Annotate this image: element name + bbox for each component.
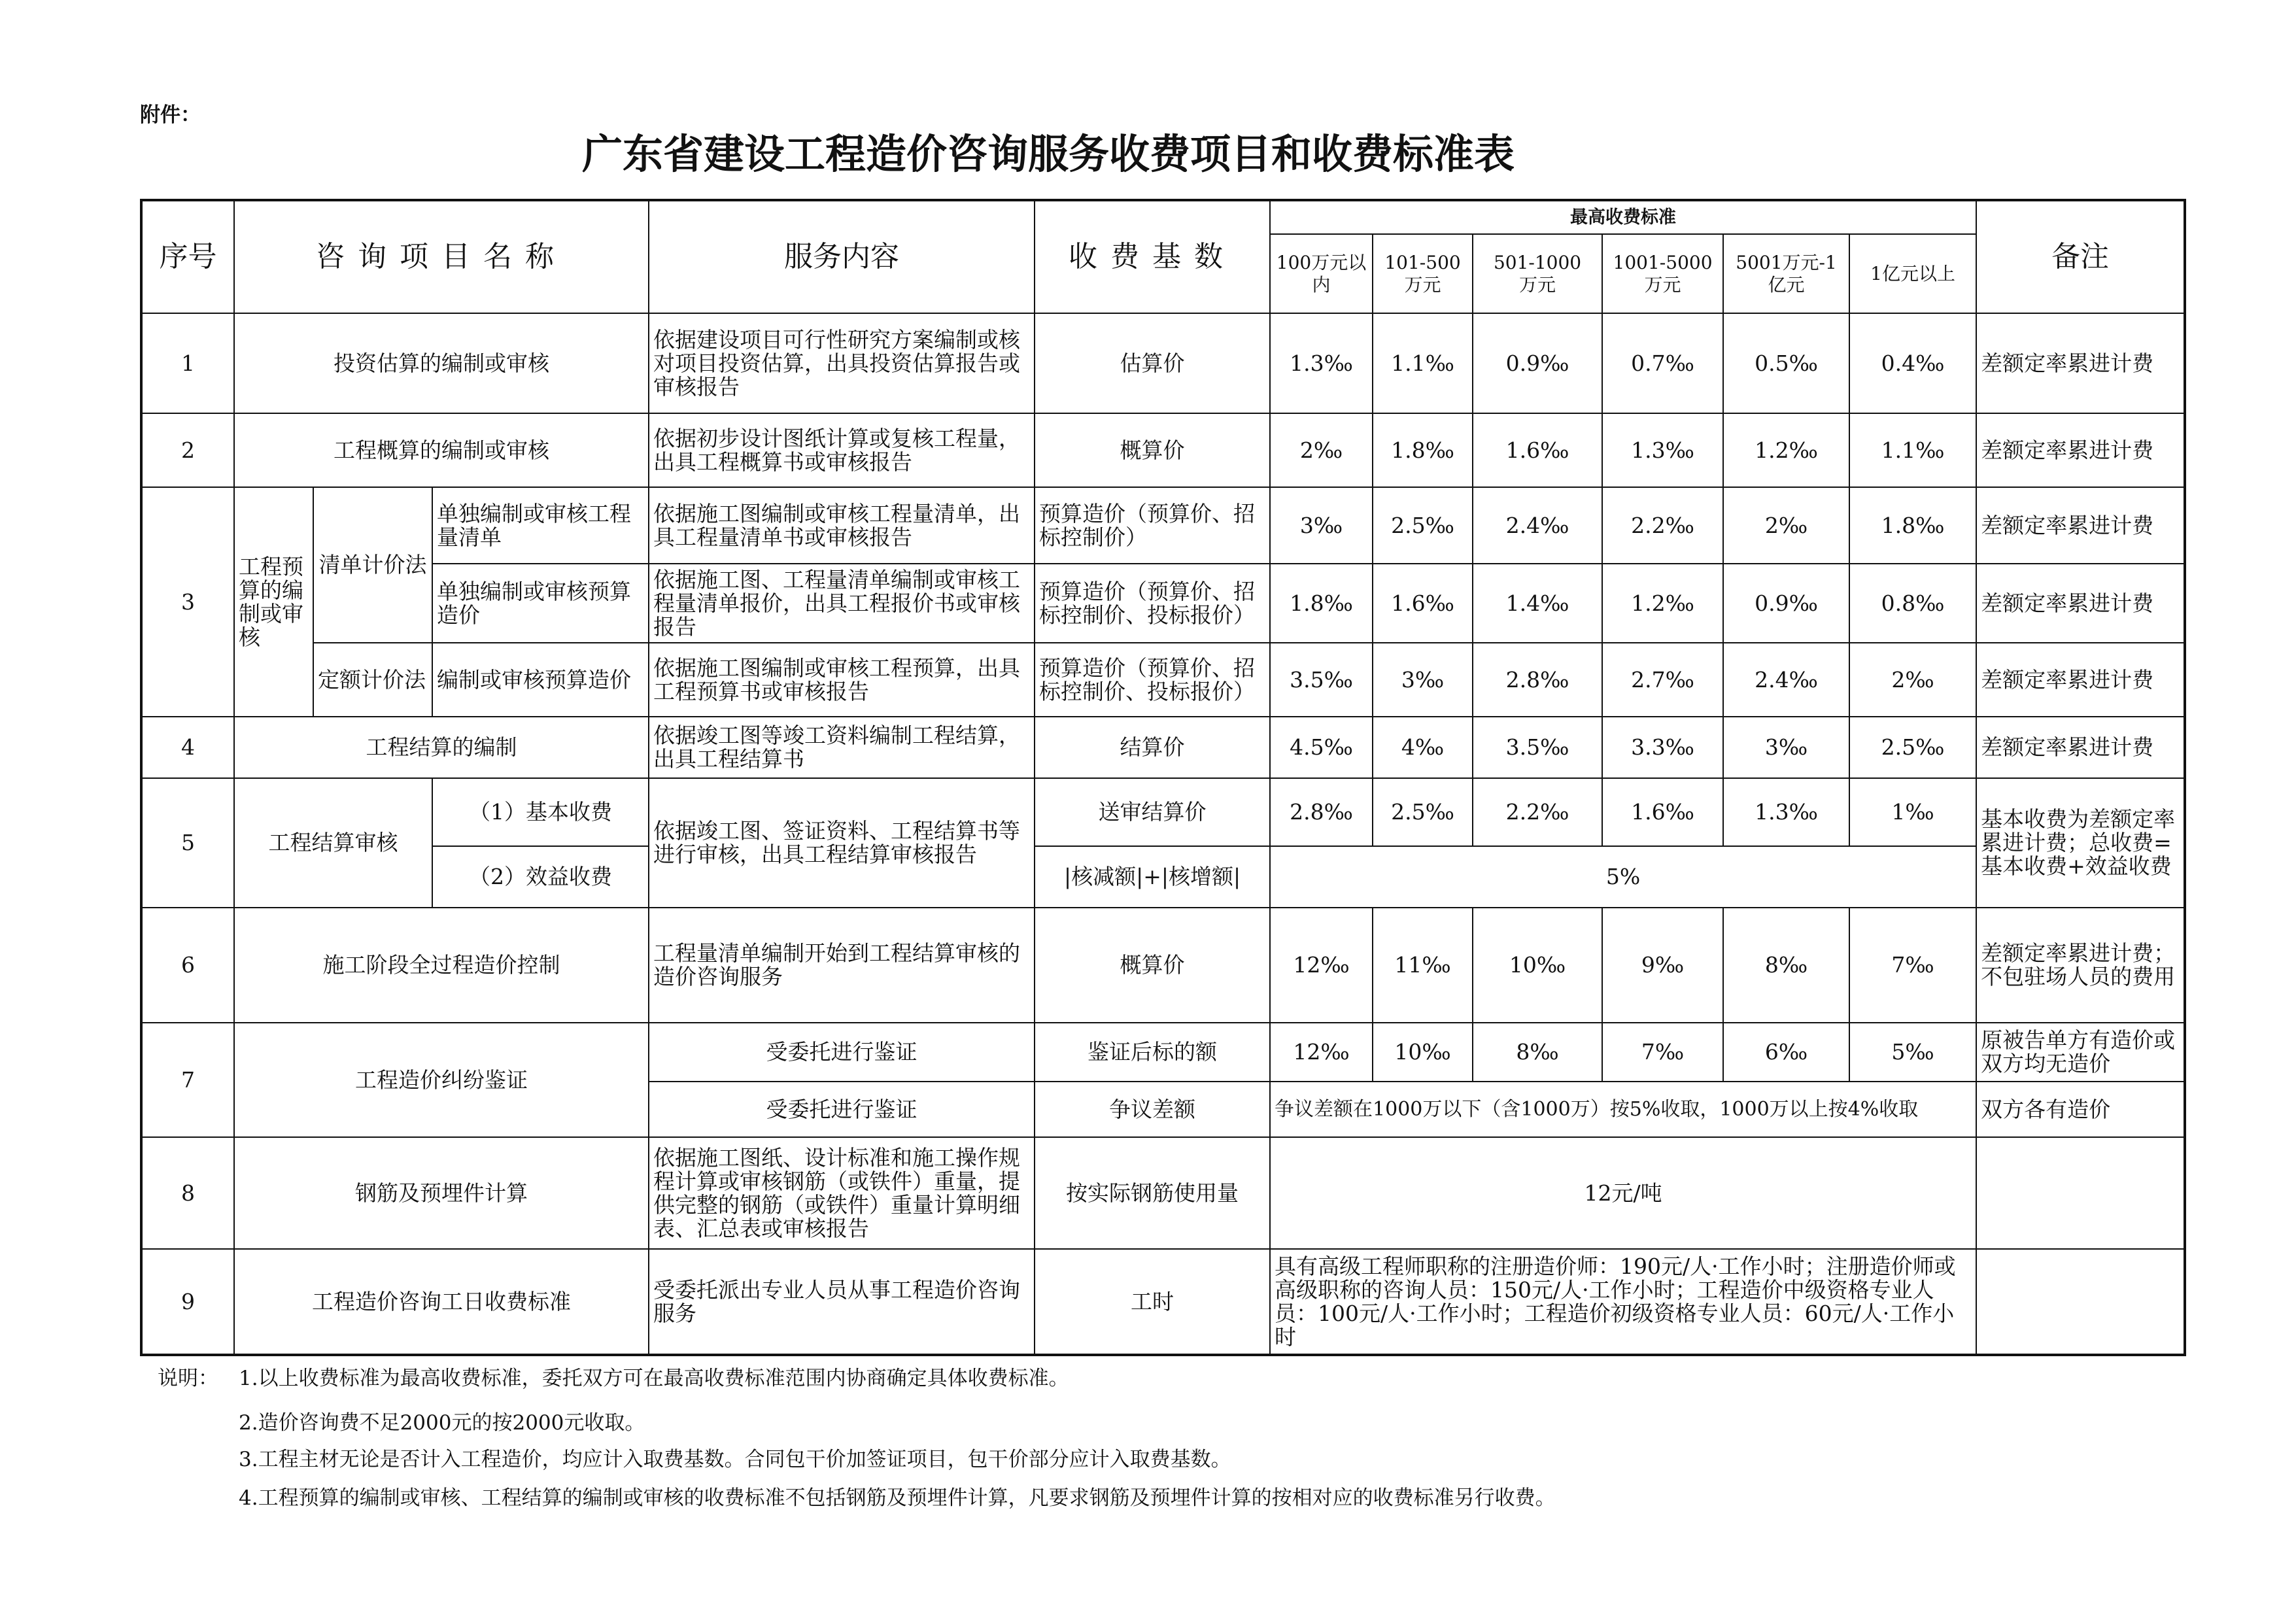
- row-7-item: 工程造价纠纷鉴证: [234, 1023, 649, 1137]
- row-5-no: 5: [141, 778, 234, 908]
- row-5a-rate-1: 2.8‰: [1270, 778, 1373, 846]
- row-7a-remark: 原被告单方有造价或双方均无造价: [1976, 1023, 2185, 1082]
- header-row: [141, 200, 2185, 234]
- row-3b-rate-6: 0.8‰: [1849, 564, 1976, 643]
- row-3b-content: 依据施工图、工程量清单编制或审核工程量清单报价，出具工程报价书或审核报告: [649, 564, 1035, 643]
- row-8-no: 8: [141, 1137, 234, 1249]
- row-7b-base: 争议差额: [1035, 1082, 1270, 1137]
- row-6-rate-4: 9‰: [1602, 908, 1723, 1023]
- header-base: 收费基数: [1035, 200, 1270, 313]
- table-row: [141, 778, 2185, 846]
- row-4-rate-1: 4.5‰: [1270, 717, 1373, 778]
- row-2-rate-5: 1.2‰: [1723, 413, 1849, 487]
- header-content: 服务内容: [649, 200, 1035, 313]
- row-7b-remark: 双方各有造价: [1976, 1082, 2185, 1137]
- row-5a-rate-4: 1.6‰: [1602, 778, 1723, 846]
- row-7a-rate-2: 10‰: [1373, 1023, 1473, 1082]
- row-8-item: 钢筋及预埋件计算: [234, 1137, 649, 1249]
- row-5a-item: （1）基本收费: [432, 778, 649, 846]
- row-3a-content: 依据施工图编制或审核工程量清单，出具工程量清单书或审核报告: [649, 487, 1035, 564]
- row-4-no: 4: [141, 717, 234, 778]
- note-item-3: 3.工程主材无论是否计入工程造价，均应计入取费基数。合同包干价加签证项目，包干价部分应计入取费基数。: [239, 1448, 1231, 1471]
- row-8-remark-empty: [1976, 1137, 2185, 1249]
- row-3a-rate-4: 2.2‰: [1602, 487, 1723, 564]
- row-7a-rate-5: 6‰: [1723, 1023, 1849, 1082]
- row-6-base: 概算价: [1035, 908, 1270, 1023]
- row-3c-remark: 差额定率累进计费: [1976, 643, 2185, 717]
- row-5-content: 依据竣工图、签证资料、工程结算书等进行审核，出具工程结算审核报告: [649, 778, 1035, 908]
- row-8-rate: 12元/吨: [1270, 1137, 1976, 1249]
- row-1-base: 估算价: [1035, 313, 1270, 413]
- note-item-2: 2.造价咨询费不足2000元的按2000元收取。: [239, 1411, 645, 1435]
- row-3b-rate-1: 1.8‰: [1270, 564, 1373, 643]
- row-3c-item: 编制或审核预算造价: [432, 643, 649, 717]
- row-2-remark: 差额定率累进计费: [1976, 413, 2185, 487]
- table-row: [141, 487, 2185, 564]
- row-7b-rate: 争议差额在1000万以下（含1000万）按5%收取，1000万以上按4%收取: [1270, 1082, 1976, 1137]
- row-6-rate-3: 10‰: [1473, 908, 1602, 1023]
- row-6-item: 施工阶段全过程造价控制: [234, 908, 649, 1023]
- row-3a-item: 单独编制或审核工程量清单: [432, 487, 649, 564]
- row-3c-base: 预算造价（预算价、招标控制价、投标报价）: [1035, 643, 1270, 717]
- row-7a-content: 受委托进行鉴证: [649, 1023, 1035, 1082]
- row-3a-rate-2: 2.5‰: [1373, 487, 1473, 564]
- row-4-remark: 差额定率累进计费: [1976, 717, 2185, 778]
- row-3b-base: 预算造价（预算价、招标控制价、投标报价）: [1035, 564, 1270, 643]
- row-2-rate-6: 1.1‰: [1849, 413, 1976, 487]
- row-6-content: 工程量清单编制开始到工程结算审核的造价咨询服务: [649, 908, 1035, 1023]
- header-remark: 备注: [1976, 200, 2185, 313]
- row-3-group: 工程预算的编制或审核: [234, 487, 313, 717]
- row-3b-rate-5: 0.9‰: [1723, 564, 1849, 643]
- row-3c-rate-4: 2.7‰: [1602, 643, 1723, 717]
- row-2-rate-3: 1.6‰: [1473, 413, 1602, 487]
- row-8-base: 按实际钢筋使用量: [1035, 1137, 1270, 1249]
- row-6-rate-5: 8‰: [1723, 908, 1849, 1023]
- row-5a-base: 送审结算价: [1035, 778, 1270, 846]
- row-1-item: 投资估算的编制或审核: [234, 313, 649, 413]
- document-title: 广东省建设工程造价咨询服务收费项目和收费标准表: [582, 130, 1515, 178]
- table-row: [141, 908, 2185, 1023]
- row-5b-item: （2）效益收费: [432, 846, 649, 908]
- row-2-rate-2: 1.8‰: [1373, 413, 1473, 487]
- note-item-4: 4.工程预算的编制或审核、工程结算的编制或审核的收费标准不包括钢筋及预埋件计算，凡要求钢筋及预埋件计算的按相对应的收费标准另行收费。: [239, 1486, 1556, 1510]
- row-6-remark: 差额定率累进计费；不包驻场人员的费用: [1976, 908, 2185, 1023]
- row-7b-content: 受委托进行鉴证: [649, 1082, 1035, 1137]
- row-3a-rate-5: 2‰: [1723, 487, 1849, 564]
- row-7a-base: 鉴证后标的额: [1035, 1023, 1270, 1082]
- row-4-rate-5: 3‰: [1723, 717, 1849, 778]
- row-3-method-quota: 定额计价法: [313, 643, 432, 717]
- row-6-rate-1: 12‰: [1270, 908, 1373, 1023]
- row-3c-rate-3: 2.8‰: [1473, 643, 1602, 717]
- header-tier-2: 101-500 万元: [1373, 234, 1473, 313]
- row-9-rate: 具有高级工程师职称的注册造价师：190元/人·工作小时；注册造价师或高级职称的咨询人员：150元/人·工作小时；工程造价中级资格专业人员：100元/人·工作小时；工程造价初级资格专业人员：60元/人·工作小时: [1270, 1249, 1976, 1355]
- row-3a-rate-3: 2.4‰: [1473, 487, 1602, 564]
- row-7-no: 7: [141, 1023, 234, 1137]
- header-item: 咨询项目名称: [234, 200, 649, 313]
- row-5a-rate-3: 2.2‰: [1473, 778, 1602, 846]
- row-2-no: 2: [141, 413, 234, 487]
- row-3a-remark: 差额定率累进计费: [1976, 487, 2185, 564]
- row-1-rate-1: 1.3‰: [1270, 313, 1373, 413]
- row-1-rate-5: 0.5‰: [1723, 313, 1849, 413]
- row-5a-rate-5: 1.3‰: [1723, 778, 1849, 846]
- row-4-item: 工程结算的编制: [234, 717, 649, 778]
- row-7a-rate-3: 8‰: [1473, 1023, 1602, 1082]
- row-5a-rate-6: 1‰: [1849, 778, 1976, 846]
- row-9-base: 工时: [1035, 1249, 1270, 1355]
- row-5b-rate: 5%: [1270, 846, 1976, 908]
- header-tier-4: 1001-5000 万元: [1602, 234, 1723, 313]
- row-4-rate-6: 2.5‰: [1849, 717, 1976, 778]
- table-row: [141, 643, 2185, 717]
- row-7a-rate-6: 5‰: [1849, 1023, 1976, 1082]
- row-3b-remark: 差额定率累进计费: [1976, 564, 2185, 643]
- row-3a-rate-6: 1.8‰: [1849, 487, 1976, 564]
- row-2-rate-1: 2‰: [1270, 413, 1373, 487]
- row-3c-rate-5: 2.4‰: [1723, 643, 1849, 717]
- header-tier-5: 5001万元-1 亿元: [1723, 234, 1849, 313]
- row-4-content: 依据竣工图等竣工资料编制工程结算，出具工程结算书: [649, 717, 1035, 778]
- row-7a-rate-4: 7‰: [1602, 1023, 1723, 1082]
- table-row: [141, 564, 2185, 643]
- row-6-rate-2: 11‰: [1373, 908, 1473, 1023]
- row-3b-item: 单独编制或审核预算造价: [432, 564, 649, 643]
- row-3c-content: 依据施工图编制或审核工程预算，出具工程预算书或审核报告: [649, 643, 1035, 717]
- table-row: [141, 846, 2185, 908]
- row-7a-rate-1: 12‰: [1270, 1023, 1373, 1082]
- row-1-rate-3: 0.9‰: [1473, 313, 1602, 413]
- row-5-remark: 基本收费为差额定率累进计费；总收费=基本收费+效益收费: [1976, 778, 2185, 908]
- table-row: [141, 1023, 2185, 1082]
- row-3b-rate-2: 1.6‰: [1373, 564, 1473, 643]
- row-1-rate-2: 1.1‰: [1373, 313, 1473, 413]
- table-row: [141, 717, 2185, 778]
- row-6-rate-6: 7‰: [1849, 908, 1976, 1023]
- header-max-standard: 最高收费标准: [1270, 200, 1976, 234]
- row-6-no: 6: [141, 908, 234, 1023]
- row-9-content: 受委托派出专业人员从事工程造价咨询服务: [649, 1249, 1035, 1355]
- row-2-rate-4: 1.3‰: [1602, 413, 1723, 487]
- header-tier-3: 501-1000 万元: [1473, 234, 1602, 313]
- row-3c-rate-1: 3.5‰: [1270, 643, 1373, 717]
- row-8-content: 依据施工图纸、设计标准和施工操作规程计算或审核钢筋（或铁件）重量，提供完整的钢筋（或铁件）重量计算明细表、汇总表或审核报告: [649, 1137, 1035, 1249]
- header-no: 序号: [141, 200, 234, 313]
- row-9-item: 工程造价咨询工日收费标准: [234, 1249, 649, 1355]
- table-row: [141, 313, 2185, 413]
- attachment-label: 附件：: [140, 103, 201, 127]
- header-tier-6: 1亿元以上: [1849, 234, 1976, 313]
- table-row: [141, 413, 2185, 487]
- row-1-remark: 差额定率累进计费: [1976, 313, 2185, 413]
- row-3-method-list: 清单计价法: [313, 487, 432, 643]
- row-5b-base: |核减额|+|核增额|: [1035, 846, 1270, 908]
- row-4-rate-3: 3.5‰: [1473, 717, 1602, 778]
- row-3b-rate-4: 1.2‰: [1602, 564, 1723, 643]
- table-row: [141, 1249, 2185, 1355]
- row-4-rate-4: 3.3‰: [1602, 717, 1723, 778]
- row-1-no: 1: [141, 313, 234, 413]
- row-1-rate-4: 0.7‰: [1602, 313, 1723, 413]
- fee-standard-table: [140, 199, 2186, 1356]
- row-3-no: 3: [141, 487, 234, 717]
- row-2-item: 工程概算的编制或审核: [234, 413, 649, 487]
- row-2-content: 依据初步设计图纸计算或复核工程量，出具工程概算书或审核报告: [649, 413, 1035, 487]
- header-tier-1: 100万元以 内: [1270, 234, 1373, 313]
- row-3a-rate-1: 3‰: [1270, 487, 1373, 564]
- row-3c-rate-2: 3‰: [1373, 643, 1473, 717]
- row-3c-rate-6: 2‰: [1849, 643, 1976, 717]
- table-row: [141, 1137, 2185, 1249]
- row-4-base: 结算价: [1035, 717, 1270, 778]
- row-4-rate-2: 4‰: [1373, 717, 1473, 778]
- row-3b-rate-3: 1.4‰: [1473, 564, 1602, 643]
- notes-label: 说明：: [158, 1367, 218, 1390]
- row-9-remark-empty: [1976, 1249, 2185, 1355]
- row-5-item: 工程结算审核: [234, 778, 432, 908]
- row-1-content: 依据建设项目可行性研究方案编制或核对项目投资估算，出具投资估算报告或审核报告: [649, 313, 1035, 413]
- note-item-1: 1.以上收费标准为最高收费标准，委托双方可在最高收费标准范围内协商确定具体收费标准。: [239, 1367, 1069, 1390]
- row-1-rate-6: 0.4‰: [1849, 313, 1976, 413]
- row-2-base: 概算价: [1035, 413, 1270, 487]
- row-9-no: 9: [141, 1249, 234, 1355]
- row-3a-base: 预算造价（预算价、招标控制价）: [1035, 487, 1270, 564]
- row-5a-rate-2: 2.5‰: [1373, 778, 1473, 846]
